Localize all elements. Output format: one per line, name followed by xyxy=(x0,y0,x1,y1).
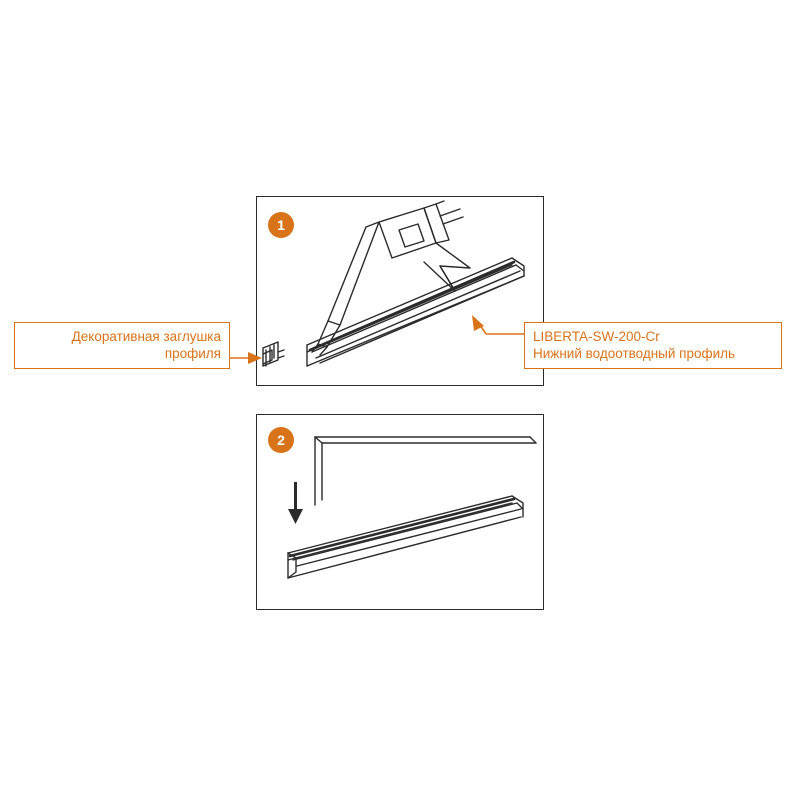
step-2-badge: 2 xyxy=(268,427,294,453)
callout-right-line-2: Нижний водоотводный профиль xyxy=(533,346,736,361)
liberta-profile-callout xyxy=(524,322,782,369)
decorative-profile-cap-callout xyxy=(14,322,230,369)
callout-left-line-1: Декоративная заглушка xyxy=(71,329,221,344)
callout-right-line-1: LIBERTA-SW-200-Cr xyxy=(533,329,660,344)
step-2-panel xyxy=(256,414,544,610)
step-1-panel xyxy=(256,196,544,386)
callout-left-line-2: профиля xyxy=(164,346,221,361)
step-1-badge: 1 xyxy=(268,212,294,238)
